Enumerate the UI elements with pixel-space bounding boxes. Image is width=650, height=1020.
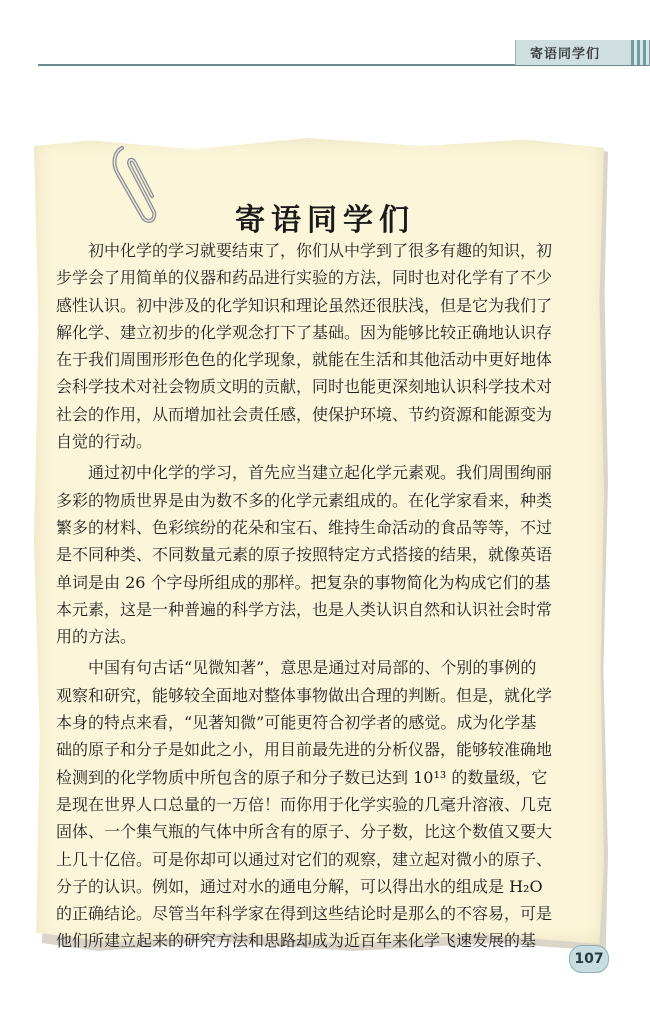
paragraph-line: 自觉的行动。 — [56, 432, 153, 452]
paragraph-line: 分子的认识。例如，通过对水的通电分解，可以得出水的组成是 H₂O — [56, 876, 543, 896]
header-stripes — [631, 40, 650, 65]
paragraph-line: 感性认识。初中涉及的化学知识和理论虽然还很肤浅，但是它为我们了 — [56, 295, 553, 315]
paragraph-line: 会科学技术对社会物质文明的贡献，同时也能更深刻地认识科学技术对 — [56, 377, 553, 397]
paragraph-line: 中国有句古话“见微知著”，意思是通过对局部的、个别的事例的 — [88, 658, 537, 678]
paragraph-line: 本元素，这是一种普遍的科学方法，也是人类认识自然和认识社会时常 — [56, 599, 553, 619]
section-title: 寄语同学们 — [530, 47, 601, 62]
paragraph-line: 检测到的化学物质中所包含的原子和分子数已达到 10¹³ 的数量级，它 — [56, 767, 548, 787]
paragraph-line: 础的原子和分子是如此之小，用目前最先进的分析仪器，能够较准确地 — [56, 740, 553, 760]
page-number: 107 — [569, 945, 609, 973]
paragraph-line: 他们所建立起来的研究方法和思路却成为近百年来化学飞速发展的基 — [56, 931, 537, 951]
letter-body — [56, 237, 594, 959]
paragraph-line: 解化学、建立初步的化学观念打下了基础。因为能够比较正确地认识存 — [56, 322, 553, 342]
paragraph-line: 多彩的物质世界是由为数不多的化学元素组成的。在化学家看来，种类 — [56, 490, 553, 510]
paragraph-line: 单词是由 26 个字母所组成的那样。把复杂的事物简化为构成它们的基 — [56, 572, 551, 592]
paragraph-line: 是不同种类、不同数量元素的原子按照特定方式搭接的结果，就像英语 — [56, 545, 553, 565]
paragraph-line: 用的方法。 — [56, 627, 137, 647]
section-header-tab — [515, 40, 650, 65]
paragraph-line: 社会的作用，从而增加社会责任感，使保护环境、节约资源和能源变为 — [56, 404, 553, 424]
paragraph-line: 步学会了用简单的仪器和药品进行实验的方法，同时也对化学有了不少 — [56, 268, 553, 288]
paragraph-line: 的正确结论。尽管当年科学家在得到这些结论时是那么的不容易，可是 — [56, 904, 553, 924]
paragraph-line: 初中化学的学习就要结束了，你们从中学到了很多有趣的知识，初 — [88, 241, 553, 260]
paragraph-line: 通过初中化学的学习，首先应当建立起化学元素观。我们周围绚丽 — [88, 463, 553, 483]
paragraph-line: 是现在世界人口总量的一万倍！而你用于化学实验的几毫升溶液、几克 — [56, 794, 553, 814]
paragraph-line: 繁多的材料、色彩缤纷的花朵和宝石、维持生命活动的食品等等，不过 — [56, 517, 553, 537]
paragraph-line: 在于我们周围形形色色的化学现象，就能在生活和其他活动中更好地体 — [56, 350, 553, 370]
page-title: 寄语同学们 — [235, 203, 415, 238]
paragraph-line: 本身的特点来看，“见著知微”可能更符合初学者的感觉。成为化学基 — [56, 713, 537, 733]
paragraph-line: 上几十亿倍。可是你却可以通过对它们的观察，建立起对微小的原子、 — [56, 849, 553, 869]
paragraph-line: 观察和研究，能够较全面地对整体事物做出合理的判断。但是，就化学 — [56, 685, 553, 705]
paragraph-line: 固体、一个集气瓶的气体中所含有的原子、分子数，比这个数值又要大 — [56, 822, 553, 842]
